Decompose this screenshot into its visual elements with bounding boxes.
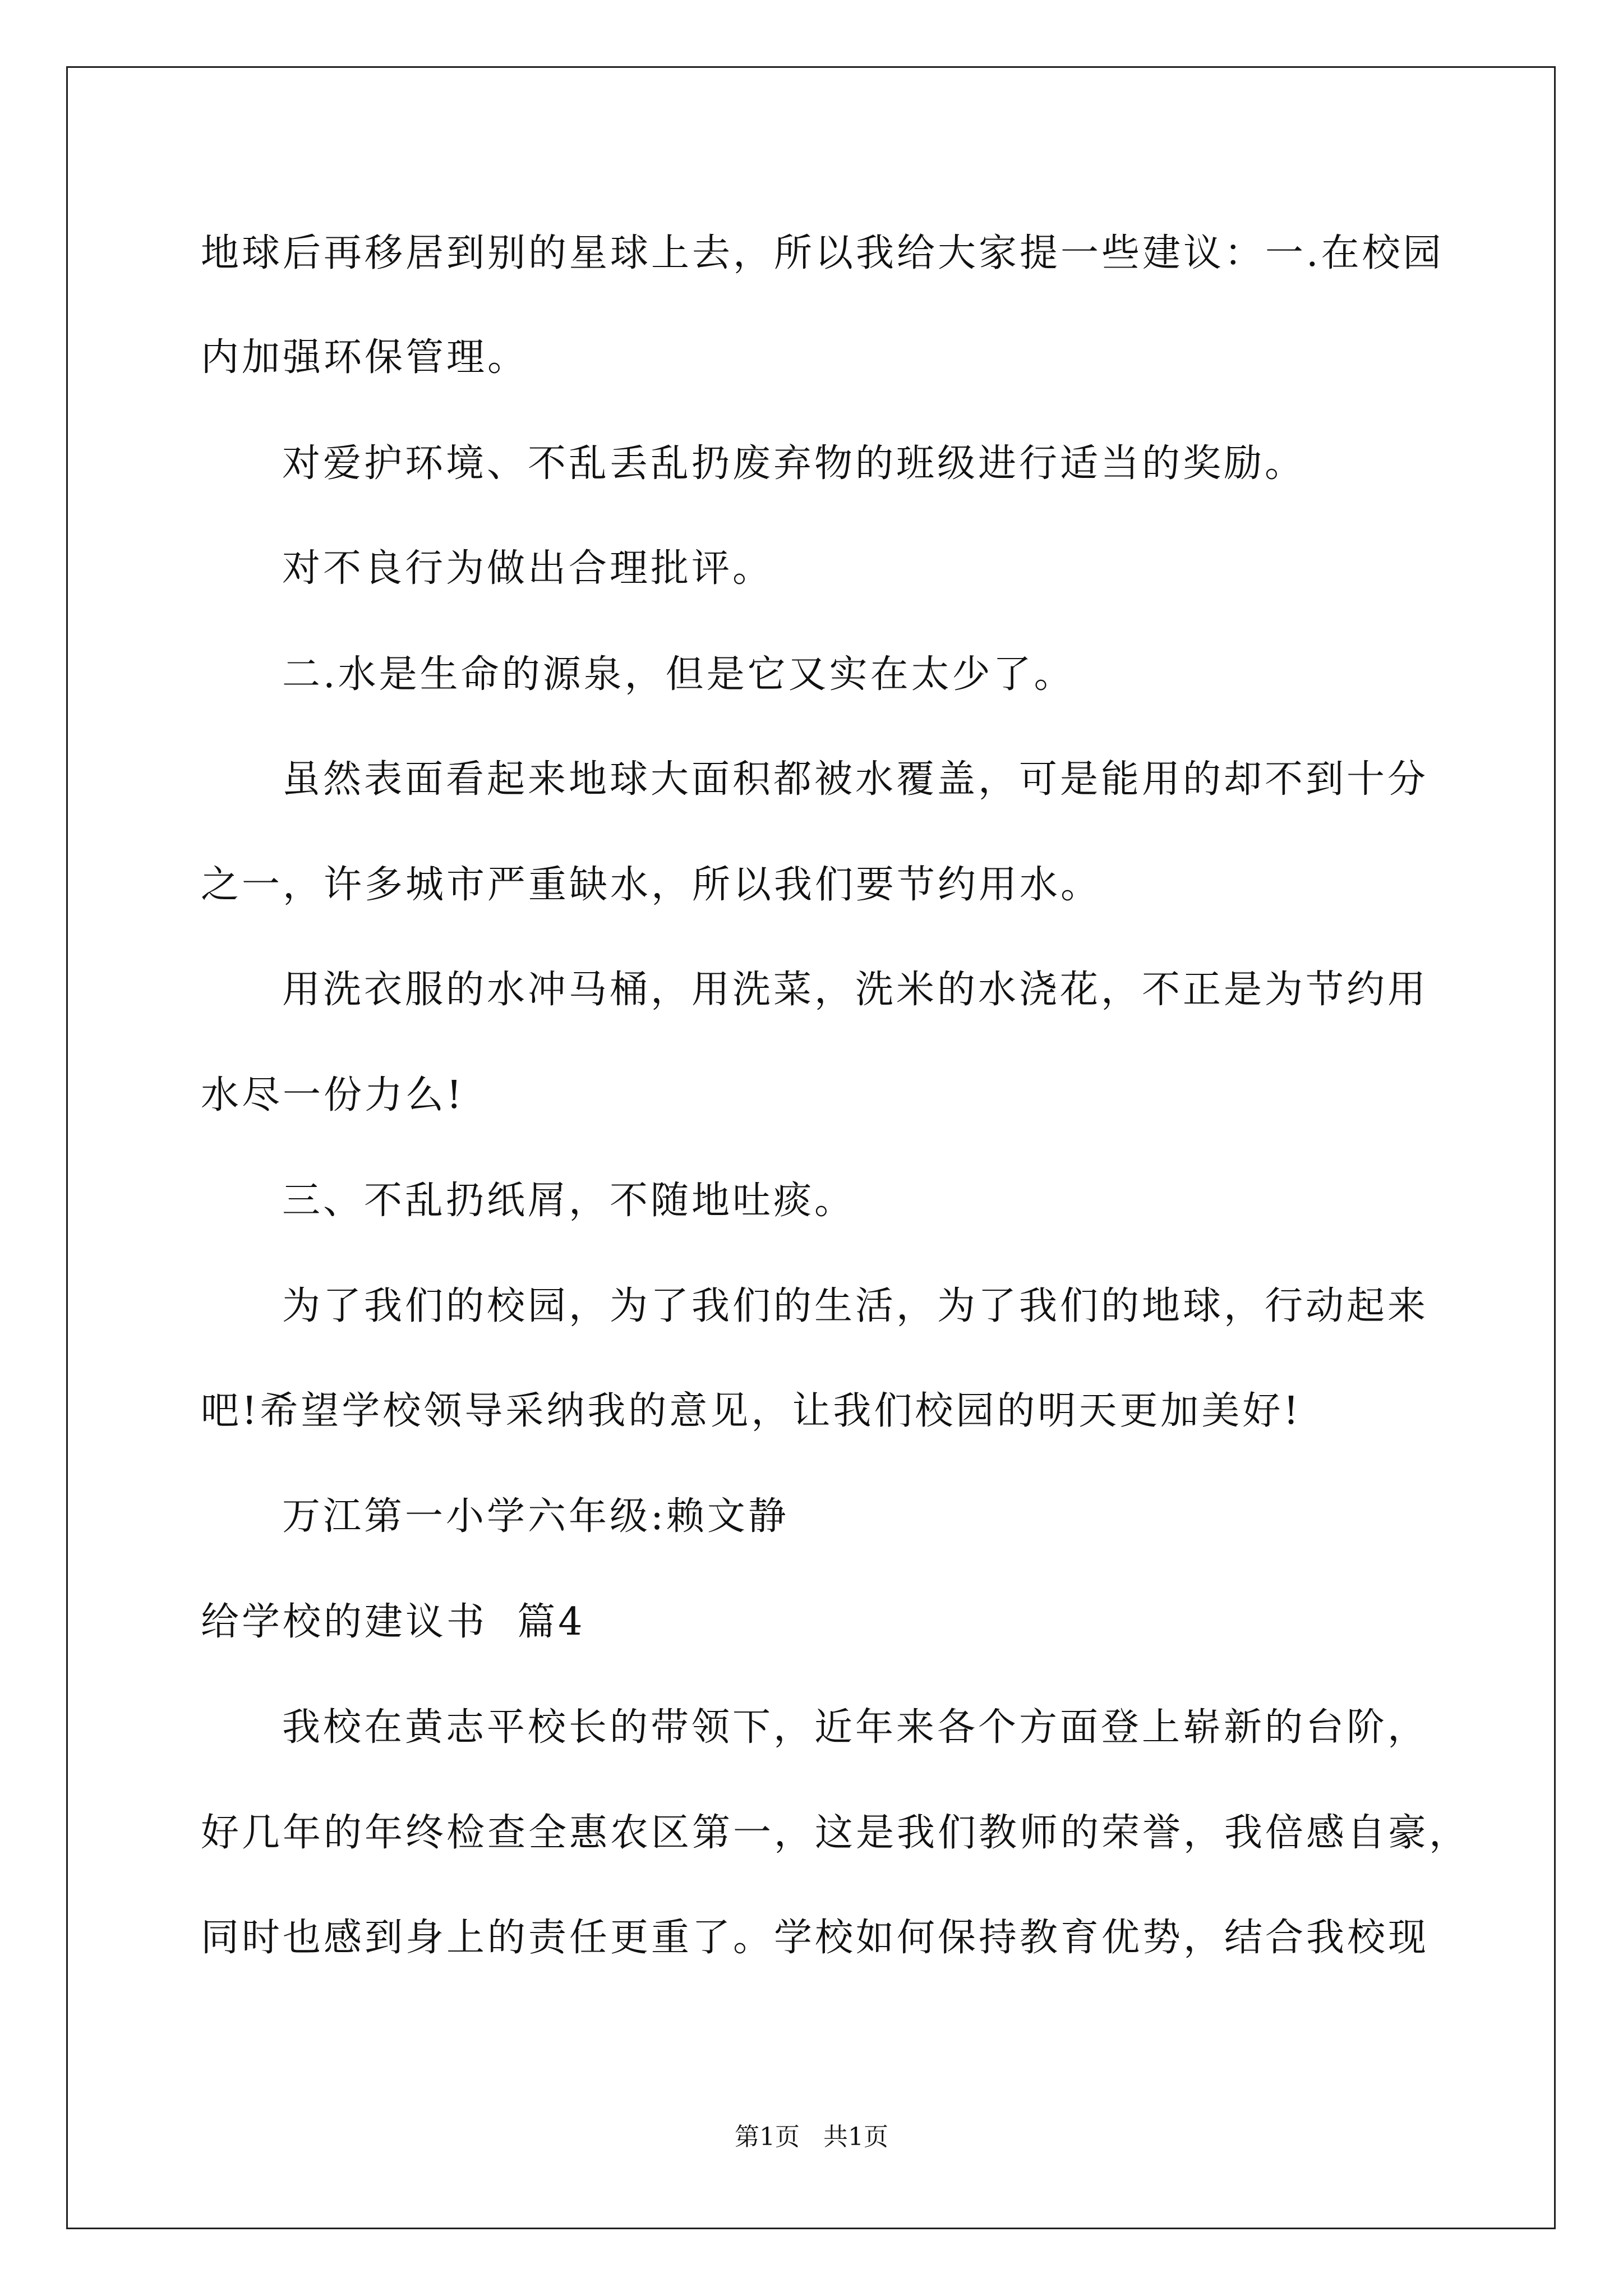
page-border: [66, 66, 1556, 2229]
section-heading: 给学校的建议书 篇4: [201, 1600, 585, 1644]
text-line: 内加强环保管理。: [201, 335, 529, 380]
text-line: 地球后再移居到别的星球上去，所以我给大家提一些建议：一.在校园: [201, 231, 1444, 275]
text-line: 之一，许多城市严重缺水，所以我们要节约用水。: [201, 863, 1102, 907]
text-line: 水尽一份力么!: [201, 1073, 465, 1117]
text-line: 吧!希望学校领导采纳我的意见，让我们校园的明天更加美好!: [201, 1389, 1302, 1433]
text-line: 万江第一小学六年级:赖文静: [282, 1494, 789, 1539]
text-line: 虽然表面看起来地球大面积都被水覆盖，可是能用的却不到十分: [282, 757, 1429, 802]
text-line: 好几年的年终检查全惠农区第一，这是我们教师的荣誉，我倍感自豪，: [201, 1811, 1470, 1855]
text-line: 同时也感到身上的责任更重了。学校如何保持教育优势，结合我校现: [201, 1916, 1430, 1960]
text-line: 为了我们的校园，为了我们的生活，为了我们的地球，行动起来: [282, 1284, 1429, 1328]
text-line: 对爱护环境、不乱丢乱扔废弃物的班级进行适当的奖励。: [282, 441, 1306, 486]
text-line: 二.水是生命的源泉，但是它又实在太少了。: [282, 652, 1075, 697]
text-line: 对不良行为做出合理批评。: [282, 546, 774, 591]
text-line: 我校在黄志平校长的带领下，近年来各个方面登上崭新的台阶，: [282, 1705, 1429, 1750]
text-line: 用洗衣服的水冲马桶，用洗菜，洗米的水浇花，不正是为节约用: [282, 968, 1429, 1012]
page-footer: 第1页 共1页: [735, 2123, 888, 2151]
text-line: 三、不乱扔纸屑，不随地吐痰。: [282, 1179, 856, 1223]
